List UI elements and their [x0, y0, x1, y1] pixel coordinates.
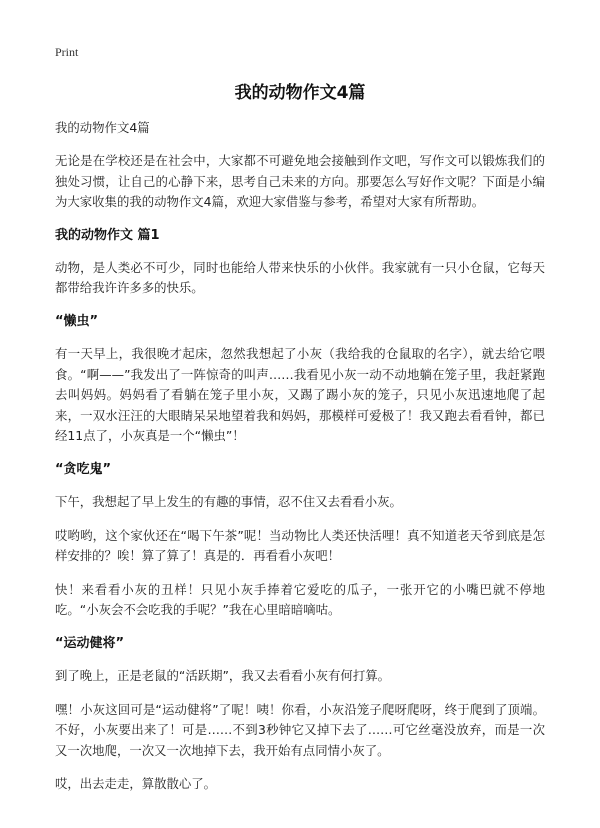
paragraph-4: 哎哟哟，这个家伙还在“喝下午茶”呢！当动物比人类还快活哩！真不知道老天爷到底是怎样安排的？唉！算了算了！真是的．再看看小灰吧！	[55, 527, 545, 564]
paragraph-8: 哎，出去走走，算散散心了。	[55, 776, 217, 792]
subheading-glutton: “贪吃鬼”	[55, 461, 112, 477]
paragraph-7: 嘿！小灰这回可是“运动健将”了呢！咦！你看，小灰沿笼子爬呀爬呀，终于爬到了顶端。不好，小灰要出来了！可是……不到3秒钟它又掉下去了……可它丝毫没放弃，而是一次又一次地爬，一次又一次地掉下去，我开始有点同情小灰了。	[55, 701, 545, 758]
page-title: 我的动物作文4篇	[234, 83, 366, 103]
paragraph-2: 有一天早上，我很晚才起床，忽然我想起了小灰（我给我的仓鼠取的名字），就去给它喂食。“啊——”我发出了一阵惊奇的叫声……我看见小灰一动不动地躺在笼子里，我赶紧跑去叫妈妈。妈妈看了看躺在笼子里小灰，又踢了踢小灰的笼子，只见小灰迅速地爬了起来，一双水汪汪的大眼睛呆呆地望着我和妈妈，那模样可爱极了！我又跑去看看钟，都已经11点了，小灰真是一个“懒虫”！	[55, 345, 545, 444]
paragraph-1: 动物，是人类必不可少，同时也能给人带来快乐的小伙伴。我家就有一只小仓鼠，它每天都带给我许许多多的快乐。	[55, 259, 545, 296]
intro-paragraph: 无论是在学校还是在社会中，大家都不可避免地会接触到作文吧，写作文可以锻炼我们的独处习惯，让自己的心静下来，思考自己未来的方向。那要怎么写好作文呢？下面是小编为大家收集的我的动物作文4篇，欢迎大家借鉴与参考，希望对大家有所帮助。	[55, 153, 545, 210]
subheading-lazy: “懒虫”	[55, 313, 99, 329]
paragraph-3: 下午，我想起了早上发生的有趣的事情，忍不住又去看看小灰。	[55, 493, 402, 509]
article-subtitle: 我的动物作文4篇	[55, 120, 150, 135]
paragraph-6: 到了晚上，正是老鼠的“活跃期”，我又去看看小灰有何打算。	[55, 667, 390, 683]
subheading-athlete: “运动健将”	[55, 635, 125, 651]
article-body	[55, 118, 545, 808]
paragraph-5: 快！来看看小灰的丑样！只见小灰手捧着它爱吃的瓜子，一张开它的小嘴巴就不停地吃。“小灰会不会吃我的手呢？”我在心里暗暗嘀咕。	[55, 581, 545, 618]
section-heading-1: 我的动物作文 篇1	[55, 227, 160, 243]
print-link[interactable]: Print	[55, 45, 79, 59]
